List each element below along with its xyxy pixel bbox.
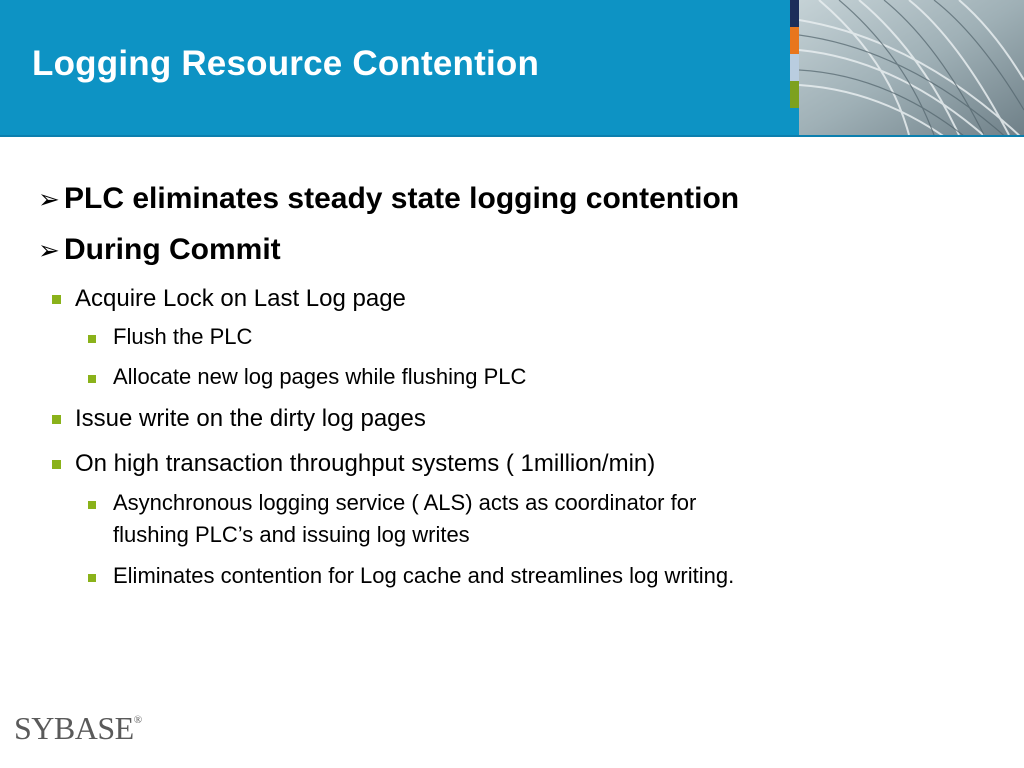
bullet-text: Issue write on the dirty log pages [75, 405, 426, 432]
bullet-text: Asynchronous logging service ( ALS) acts as coordinator for [113, 490, 697, 515]
logo-text: SYBASE [14, 710, 134, 746]
square-bullet-icon [52, 460, 61, 469]
bullet-text: Eliminates contention for Log cache and streamlines log writing. [113, 563, 735, 588]
bullet-text: During Commit [64, 233, 281, 266]
square-bullet-icon [88, 335, 96, 343]
arrow-bullet-icon: ➢ [38, 235, 60, 265]
square-bullet-icon [88, 501, 96, 509]
square-bullet-icon [52, 295, 61, 304]
bullet-text: Allocate new log pages while flushing PLC [113, 364, 527, 389]
square-bullet-icon [88, 574, 96, 582]
sybase-logo [14, 710, 142, 747]
slide-title: Logging Resource Contention [32, 44, 540, 83]
registered-mark: ® [133, 714, 142, 726]
bullet-text: Flush the PLC [113, 324, 253, 349]
bullet-text: PLC eliminates steady state logging contention [64, 182, 740, 215]
square-bullet-icon [88, 375, 96, 383]
square-bullet-icon [52, 415, 61, 424]
bullet-text: flushing PLC’s and issuing log writes [113, 522, 470, 547]
bullet-text: On high transaction throughput systems ( 1million/min) [75, 450, 656, 477]
bullet-text: Acquire Lock on Last Log page [75, 285, 406, 312]
arrow-bullet-icon: ➢ [38, 184, 60, 214]
